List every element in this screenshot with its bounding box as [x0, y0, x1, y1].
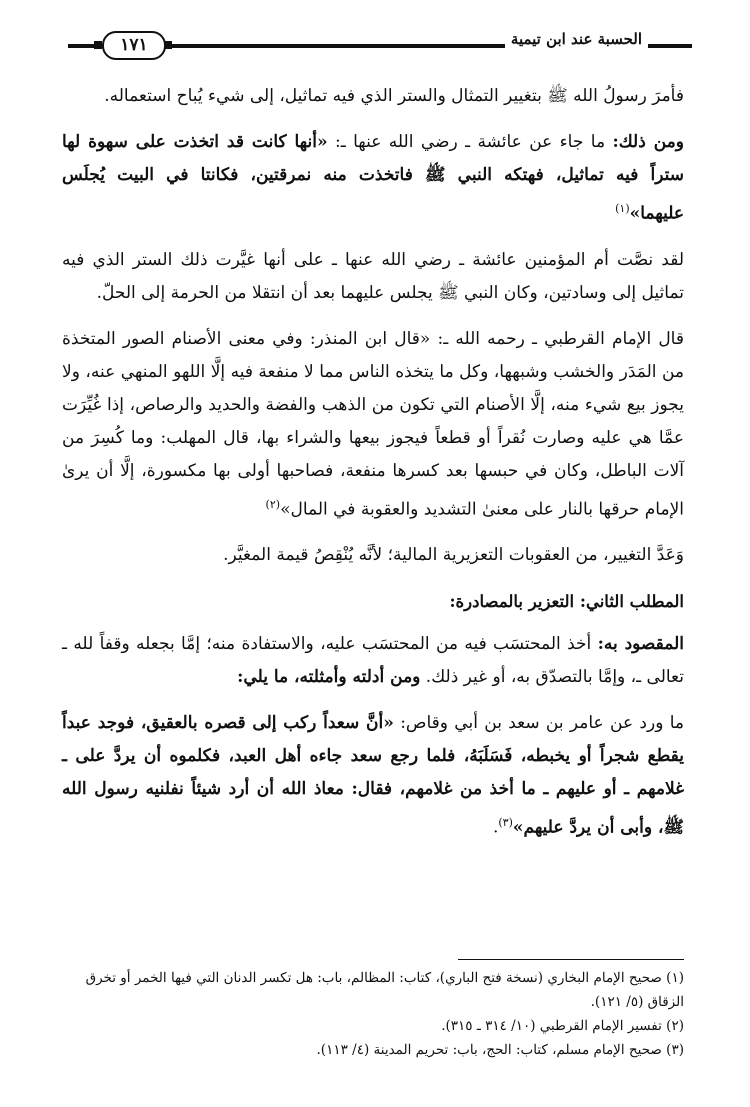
- page-number: ١٧١: [102, 31, 166, 60]
- paragraph-3: لقد نصَّت أم المؤمنين عائشة ـ رضي الله عنها ـ على أنها غيَّرت ذلك الستر الذي فيه تماثيل إلى وسادتين، وكان النبي ﷺ يجلس عليهما بعد أن انتقلا من الحرمة إلى الحلّ.: [62, 249, 684, 303]
- main-text: [62, 80, 684, 858]
- paragraph-4: [62, 323, 684, 527]
- footnote-ref-1[interactable]: (١): [615, 202, 630, 215]
- footnote-separator: [458, 959, 684, 960]
- paragraph-1: فأمرَ رسولُ الله ﷺ بتغيير التمثال والستر الذي فيه تماثيل، إلى شيء يُباح استعماله.: [104, 86, 684, 106]
- paragraph-2: [62, 126, 684, 231]
- footnote-3: (٣) صحيح الإمام مسلم، كتاب: الحج، باب: تحريم المدينة (٤/ ١١٣).: [316, 1042, 684, 1058]
- paragraph-2-quote: «أنها كانت قد اتخذت على سهوة لها ستراً فيه تماثيل، فهتكه النبي ﷺ فاتخذت منه نمرقتين، فكانتا في البيت يُجلَس عليهما»: [62, 132, 684, 224]
- footnote-2: (٢) تفسير الإمام القرطبي (١٠/ ٣١٤ ـ ٣١٥).: [441, 1018, 684, 1034]
- paragraph-6-bold-end: ومن أدلته وأمثلته، ما يلي:: [237, 667, 421, 688]
- footnote-ref-2[interactable]: (٢): [265, 497, 281, 511]
- paragraph-7-end: .: [492, 817, 499, 838]
- running-title: الحسبة عند ابن تيمية: [505, 30, 648, 48]
- header-ornament-left: [94, 41, 102, 49]
- paragraph-6-lead: المقصود به:: [597, 634, 684, 655]
- paragraph-7: [62, 707, 684, 845]
- section-heading: المطلب الثاني: التعزير بالمصادرة:: [449, 592, 684, 612]
- paragraph-7-text: ما ورد عن عامر بن سعد بن أبي وقاص:: [393, 713, 685, 734]
- paragraph-6-text: أخذ المحتسَب فيه من المحتسَب عليه، والاستفادة منه؛ إمَّا بجعله وقفاً لله ـ تعالى ـ، وإمَّا بالتصدّق به، أو غير ذلك.: [62, 634, 684, 688]
- paragraph-2-text: ما جاء عن عائشة ـ رضي الله عنها ـ:: [327, 132, 613, 152]
- paragraph-6: [62, 628, 684, 694]
- paragraph-7-quote: «أنَّ سعداً ركب إلى قصره بالعقيق، فوجد عبداً يقطع شجراً أو يخبطه، فَسَلَبَهُ، فلما رجع سعد جاءه أهل العبد، فكلموه أن يردَّ على ـ غلامهم ـ أو عليهم ـ ما أخذ من غلامهم، فقال: معاذ الله أن أرد شيئاً نفلنيه رسول الله ﷺ، وأبى أن يردَّ عليهم»: [62, 713, 684, 838]
- footnote-ref-3[interactable]: (٣): [498, 816, 513, 830]
- paragraph-5: وَعَدَّ التغيير، من العقوبات التعزيرية المالية؛ لأنَّه يُنْقِصُ قيمة المغيَّر.: [223, 545, 684, 566]
- footnote-1: (١) صحيح الإمام البخاري (نسخة فتح الباري)، كتاب: المظالم، باب: هل تكسر الدنان التي فيها الخمر أو تخرق الزقاق (٥/ ١٢١).: [85, 970, 684, 1010]
- paragraph-2-lead: ومن ذلك:: [612, 132, 684, 152]
- footnotes: [62, 966, 684, 1062]
- paragraph-4-text: قال الإمام القرطبي ـ رحمه الله ـ: «قال ابن المنذر: وفي معنى الأصنام الصور المتخذة من المَدَر والخشب وشبهها، وكل ما يتخذه الناس مما لا منفعة فيه إلَّا اللهو المنهي عنه، ولا يجوز بيع شيء منه، إلَّا الأصنام التي تكون من الذهب والفضة والحديد والرصاص، إذا غُيِّرَت عمَّا هي عليه وصارت نُقراً أو قطعاً فيجوز بيعها والشراء بها، قال المهلب: وما كُسِرَ من آلات الباطل، وكان في حبسها بعد كسرها منفعة، فصاحبها أولى بها مكسورة، إلَّا أن يرىٰ الإمام حرقها بالنار على معنىٰ التشديد والعقوبة في المال»: [62, 328, 684, 520]
